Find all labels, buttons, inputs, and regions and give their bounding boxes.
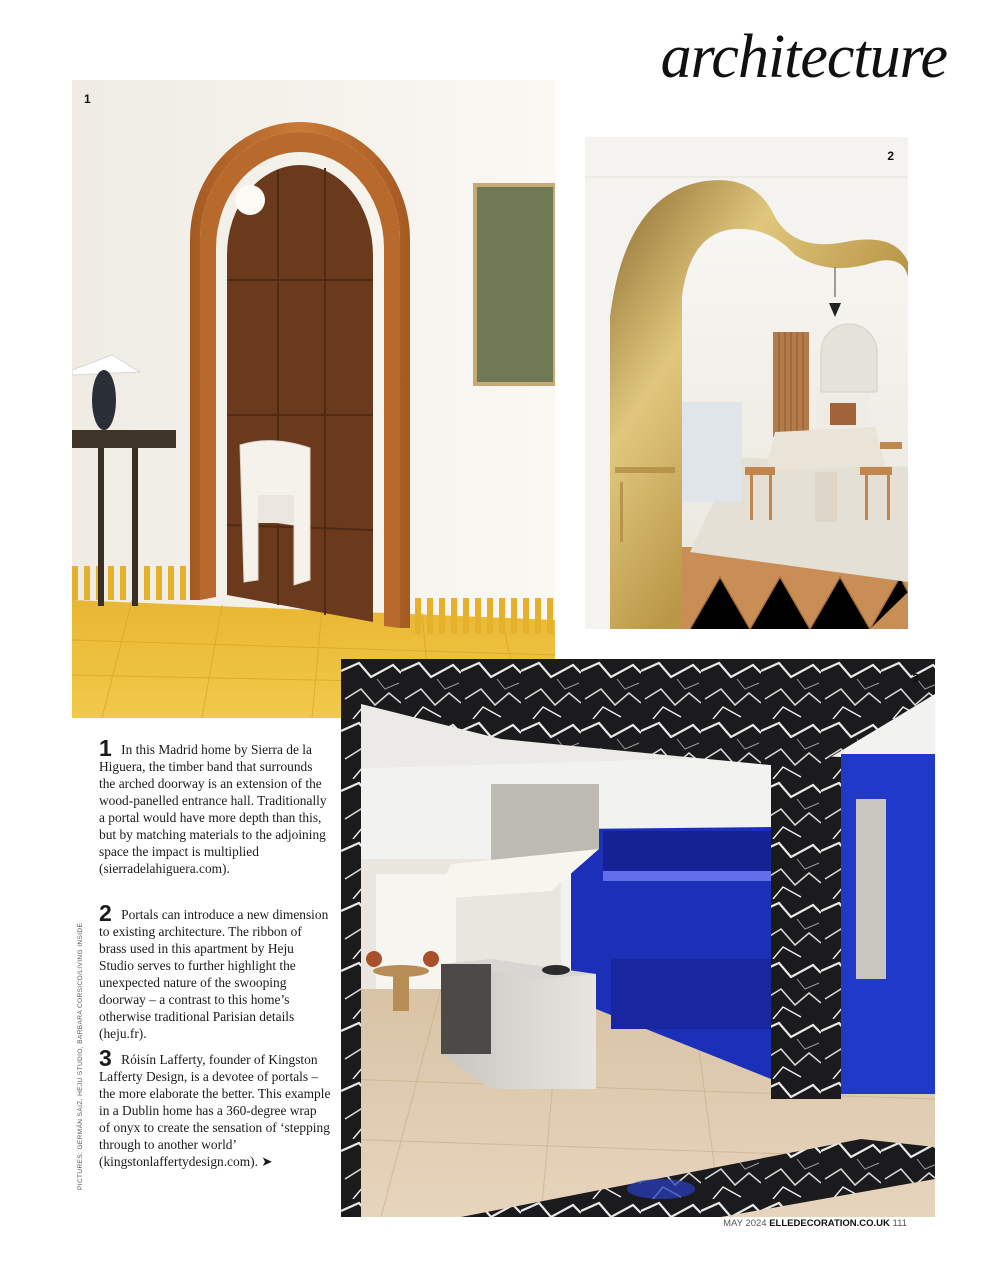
footer-date: MAY 2024 bbox=[723, 1218, 767, 1229]
footer-site: ELLEDECORATION.CO.UK bbox=[769, 1218, 890, 1229]
caption-number-1: 1 bbox=[99, 735, 112, 761]
madrid-hall-illustration bbox=[72, 80, 555, 718]
photo-number-3: 3 bbox=[912, 671, 919, 685]
footer-page-number: 111 bbox=[892, 1218, 907, 1229]
caption-1 bbox=[99, 735, 331, 877]
photo-brass-portal-heju bbox=[585, 137, 908, 629]
heju-dining-illustration bbox=[585, 137, 908, 629]
caption-number-2: 2 bbox=[99, 900, 112, 926]
photo-number-2: 2 bbox=[887, 149, 894, 163]
picture-credits: PICTURES: GERMÁN SAIZ, HEJU STUDIO, BARBARA CORSICO/LIVING INSIDE bbox=[77, 922, 84, 1190]
caption-text-3: Róisín Lafferty, founder of Kingston Lafferty Design, is a devotee of portals – the more elaborate the better. This example in a Dublin home has a 360-degree wrap of onyx to create the sensation of ‘stepping through to another world’ (kingstonlaffertydesign.com). ➤ bbox=[99, 1052, 331, 1169]
dublin-kitchen-illustration bbox=[341, 659, 935, 1217]
caption-2 bbox=[99, 900, 331, 1042]
caption-3 bbox=[99, 1045, 331, 1170]
photo-madrid-arched-doorway bbox=[72, 80, 555, 718]
caption-number-3: 3 bbox=[99, 1045, 112, 1071]
caption-text-2: Portals can introduce a new dimension to existing architecture. The ribbon of brass used in this apartment by Heju Studio serves to further highlight the unexpected nature of the swooping doorway – a contrast to this home’s otherwise traditional Parisian details (heju.fr). bbox=[99, 907, 329, 1041]
section-title: architecture bbox=[660, 23, 947, 91]
caption-text-1: In this Madrid home by Sierra de la Higuera, the timber band that surrounds the arched doorway is an extension of the wood-panelled entrance hall. Traditionally a portal would have more depth than this, but by matching materials to the adjoining space the impact is multiplied (sierradelahiguera.com). bbox=[99, 742, 327, 876]
photo-number-1: 1 bbox=[84, 92, 91, 106]
photo-onyx-portal-dublin bbox=[341, 659, 935, 1217]
page-footer bbox=[723, 1218, 907, 1229]
